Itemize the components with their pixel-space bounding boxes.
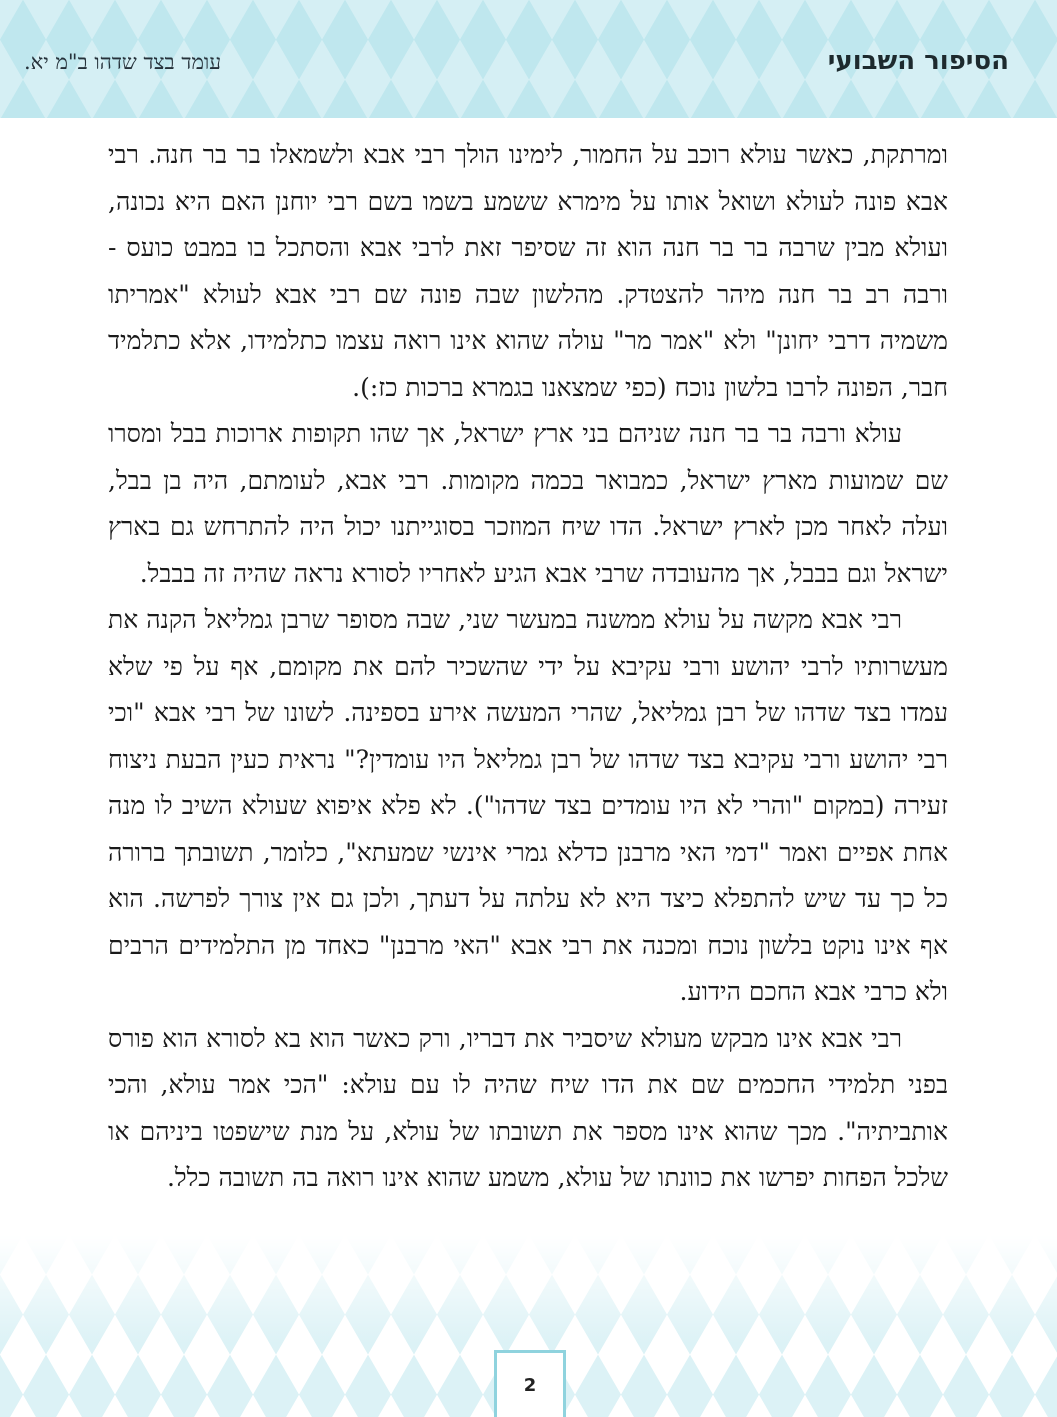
header-banner xyxy=(0,0,1057,118)
paragraph: רבי אבא אינו מבקש מעולא שיסביר את דבריו, ורק כאשר הוא בא לסורא הוא פורס בפני תלמידי החכמים שם את הדו שיח שהיה לו עם עולא: "הכי אמר עולא, והכי אותביתיה". מכך שהוא אינו מספר את תשובתו של עולא, על מנת שישפטו ביניהם או שלכל הפחות יפרשו את כוונתו של עולא, משמע שהוא אינו רואה בה תשובה כלל. xyxy=(108,1023,948,1192)
page-subtitle: עומד בצד שדהו ב"מ יא. xyxy=(24,50,222,74)
page-number: 2 xyxy=(523,1374,537,1396)
article-body xyxy=(108,132,948,1202)
page-number-box xyxy=(494,1350,566,1417)
paragraph: ומרתקת, כאשר עולא רוכב על החמור, לימינו הולך רבי אבא ולשמאלו בר בר חנה. רבי אבא פונה לעולא ושואל אותו על מימרא ששמע בשמו בשם רבי יוחנן האם היא נכונה, ועולא מבין שרבה בר בר חנה הוא זה שסיפר זאת לרבי אבא והסתכל בו במבט כועס - ורבה רב בר חנה מיהר להצטדק. מהלשון שבה פונה שם רבי אבא לעולא "אמריתו משמיה דרבי יחונן" ולא "אמר מר" עולה שהוא אינו רואה עצמו כתלמידו, אלא כתלמיד חבר, הפונה לרבו בלשון נוכח (כפי שמצאנו בגמרא ברכות כז:). xyxy=(108,140,948,402)
paragraph: רבי אבא מקשה על עולא ממשנה במעשר שני, שבה מסופר שרבן גמליאל הקנה את מעשרותיו לרבי יהושע ורבי עקיבא על ידי שהשכיר להם את מקומם, אף על פי שלא עמדו בצד שדהו של רבן גמליאל, שהרי המעשה אירע בספינה. לשונו של רבי אבא "וכי רבי יהושע ורבי עקיבא בצד שדהו של רבן גמליאל היו עומדין?" נראית כעין הבעת ניצוח זעירה (במקום "והרי לא היו עומדים בצד שדהו"). לא פלא איפוא שעולא השיב לו מנה אחת אפיים ואמר "דמי האי מרבנן כדלא גמרי אינשי שמעתא", כלומר, תשובתך ברורה כל כך עד שיש להתפלא כיצד היא לא עלתה על דעתך, ולכן גם אין צורך לפרשה. הוא אף אינו נוקט בלשון נוכח ומכנה את רבי אבא "האי מרבנן" כאחד מן התלמידים הרבים ולא כרבי אבא החכם הידוע. xyxy=(108,605,948,1006)
page-title: הסיפור השבועי xyxy=(827,46,1009,76)
paragraph: עולא ורבה בר בר חנה שניהם בני ארץ ישראל, אך שהו תקופות ארוכות בבל ומסרו שם שמועות מארץ ישראל, כמבואר בכמה מקומות. רבי אבא, לעומתם, היה בן בבל, ועלה לאחר מכן לארץ ישראל. הדו שיח המוזכר בסוגייתנו יכול היה להתרחש גם בארץ ישראל וגם בבבל, אך מהעובדה שרבי אבא הגיע לאחריו לסורא נראה שהיה זה בבבל. xyxy=(108,419,948,588)
